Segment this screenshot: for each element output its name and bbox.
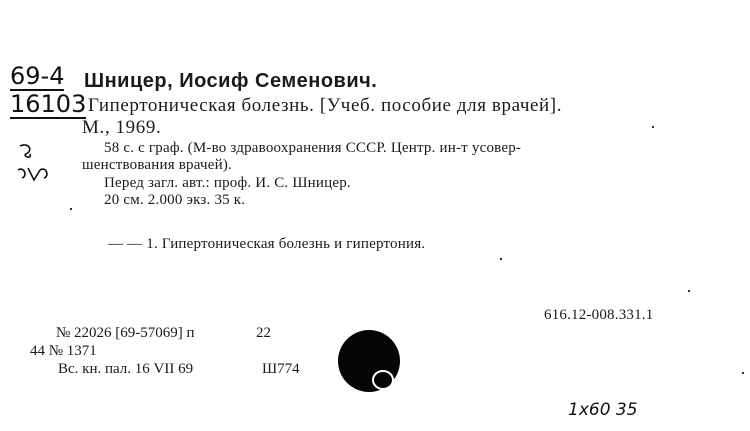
call-number xyxy=(10,64,64,91)
classification-number: 616.12-008.331.1 xyxy=(544,307,654,323)
call-number-line2: 16103 xyxy=(10,90,87,118)
description-line-2: шенствования врачей). xyxy=(82,157,232,173)
footer-line-1-right: 22 xyxy=(256,325,271,341)
description-line-4: 20 см. 2.000 экз. 35 к. xyxy=(104,192,246,208)
ink-blot-small xyxy=(372,370,394,390)
speck xyxy=(70,208,72,210)
footer-line-2: 44 № 1371 xyxy=(30,343,97,359)
description-line-3: Перед загл. авт.: проф. И. С. Шницер. xyxy=(104,175,351,191)
title-line-1: Гипертоническая болезнь. [Учеб. пособие для врачей]. xyxy=(88,95,563,116)
handwritten-count: 1х60 35 xyxy=(568,400,638,420)
footer-line-3-right: Ш774 xyxy=(262,361,300,377)
speck xyxy=(742,372,744,374)
speck xyxy=(652,126,654,128)
footer-line-1-left: № 22026 [69-57069] п xyxy=(56,325,195,341)
speck xyxy=(688,290,690,292)
call-number-line1: 69-4 xyxy=(10,62,65,90)
author-heading: Шницер, Иосиф Семенович. xyxy=(84,70,378,92)
title-line-2: М., 1969. xyxy=(82,117,162,138)
margin-scribble xyxy=(14,140,60,188)
speck xyxy=(500,258,502,260)
footer-line-3-left: Вс. кн. пал. 16 VII 69 xyxy=(58,361,194,377)
description-line-1: 58 с. с граф. (М-во здравоохранения СССР. Центр. ин-т усовер- xyxy=(104,140,522,156)
subject-entry: — — 1. Гипертоническая болезнь и гипертония. xyxy=(108,236,426,252)
